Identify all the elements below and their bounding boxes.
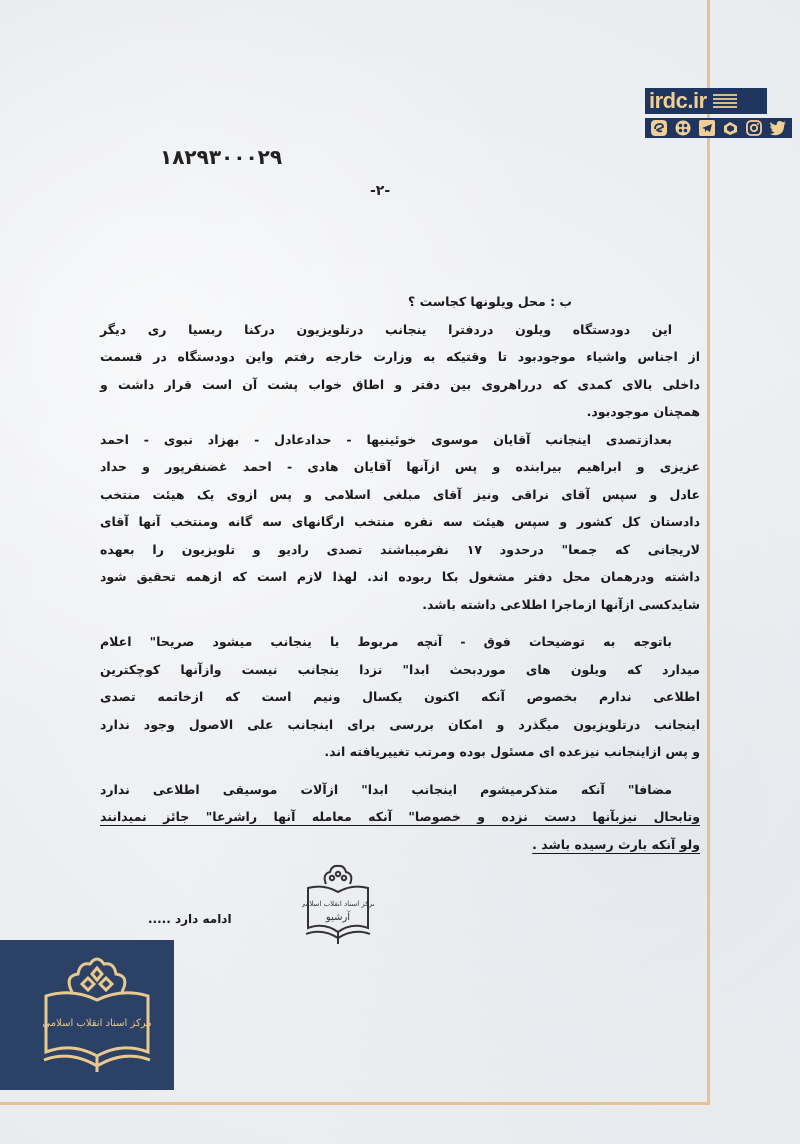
text-line: همچنان موجودبود. <box>586 404 700 419</box>
text-line-underlined: وتابحال نیزبآنها دست نزده و خصوصا" آنکه معامله آنها راشرعا" جائز نمیدانند <box>100 809 700 824</box>
text-line: مضافا" آنکه متذکرمیشوم اینجانب ابدا" ازآلات موسیقی اطلاعی ندارد <box>100 781 672 797</box>
text-line: میدارد که ویلون های موردبحث ابدا" نزدا ینجانب نیست وازآنها کوچکترین <box>100 661 700 677</box>
logo-text: مرکز اسناد انقلاب اسلامی <box>42 1018 152 1029</box>
text-line: داشته ودرهمان محل دفتر مشغول بکا ربوده اند. لهذا لازم است که ازهمه تحقیق شود <box>100 569 700 584</box>
text-line: عادل و سپس آقای نراقی ونیز آقای مبلغی اسلامی و پس ازوی یک هیئت منتخب <box>100 486 700 502</box>
text-line: و پس ازاینجانب نیزعده ای مسئول بوده ومرتب تغییریافته اند. <box>324 744 700 759</box>
page-frame-horizontal <box>0 1102 710 1105</box>
archive-stamp <box>302 862 374 946</box>
document-number: ۱۸۲۹۳۰۰۰۲۹ <box>160 145 283 169</box>
text-line: این دودستگاه ویلون دردفترا ینجانب درتلویزیون درکنا ربسیا ری دیگر <box>100 321 672 337</box>
aparat-icon[interactable] <box>673 120 692 137</box>
stamp-text-line2: آرشیو <box>325 912 351 923</box>
site-url[interactable]: irdc.ir <box>649 88 707 113</box>
text-line-underlined: ولو آنکه بارث رسیده باشد . <box>532 836 700 852</box>
twitter-icon[interactable] <box>769 120 788 137</box>
text-line: اطلاعی ندارم بخصوص آنکه اکنون یکسال ونیم است که ازخاتمه تصدی <box>100 689 700 704</box>
document-body <box>100 288 700 858</box>
eitaa-icon[interactable] <box>649 120 668 137</box>
section-heading: ب : محل ویلونها کجاست ؟ <box>407 294 572 309</box>
text-line: باتوجه به توضیحات فوق - آنچه مربوط با ینجانب میشود صریحا" اعلام <box>100 634 672 649</box>
irdc-branding <box>645 88 792 138</box>
text-line: دادستان کل کشور و سپس هیئت سه نفره منتخب ارگانهای سه گانه ومنتخب آنها آقای <box>100 514 700 529</box>
page-number: -۲- <box>370 183 391 199</box>
paragraph-2 <box>100 426 700 619</box>
site-url-badge[interactable] <box>645 88 767 114</box>
text-line: بعدازتصدی اینجانب آقایان موسوی خوئینیها - حدادعادل - بهزاد نبوی - احمد <box>100 431 672 447</box>
text-line: داخلی بالای کمدی که درراهروی بین دفتر و اطاق خواب پشت آن است قرار داشت و <box>100 376 700 392</box>
book-emblem-icon <box>42 954 152 1078</box>
page-frame-vertical <box>707 0 710 1105</box>
instagram-icon[interactable] <box>745 120 764 137</box>
institution-logo[interactable] <box>0 940 174 1090</box>
text-line: اینجانب درتلویزیون میگذرد و امکان بررسی برای اینجانب علی الاصول وجود ندارد <box>100 716 700 732</box>
soroush-icon[interactable] <box>721 120 740 137</box>
text-line: عزیزی و ابراهیم بیرابنده و پس ازآنها آقایان هادی - احمد غضنفرپور و حداد <box>100 459 700 474</box>
site-subtitle <box>713 94 737 108</box>
social-icons-bar <box>645 118 792 138</box>
text-line: از اجناس واشیاء موجودبود تا وقتیکه به وزارت خارجه رفتم واین دودستگاه در قسمت <box>100 349 700 364</box>
paragraph-3 <box>100 628 700 766</box>
paragraph-4 <box>100 776 700 859</box>
text-line: لاریجانی که جمعا" درحدود ۱۷ نفرمیباشند تصدی رادیو و تلویزیون را بعهده <box>100 541 700 557</box>
telegram-icon[interactable] <box>697 120 716 137</box>
stamp-text-line1: مرکز اسناد انقلاب اسلامی <box>302 900 374 908</box>
paragraph-1 <box>100 316 700 426</box>
continued-note: ادامه دارد ..... <box>148 912 232 926</box>
text-line: شایدکسی ازآنها ازماجرا اطلاعی داشته باشد. <box>422 596 700 612</box>
